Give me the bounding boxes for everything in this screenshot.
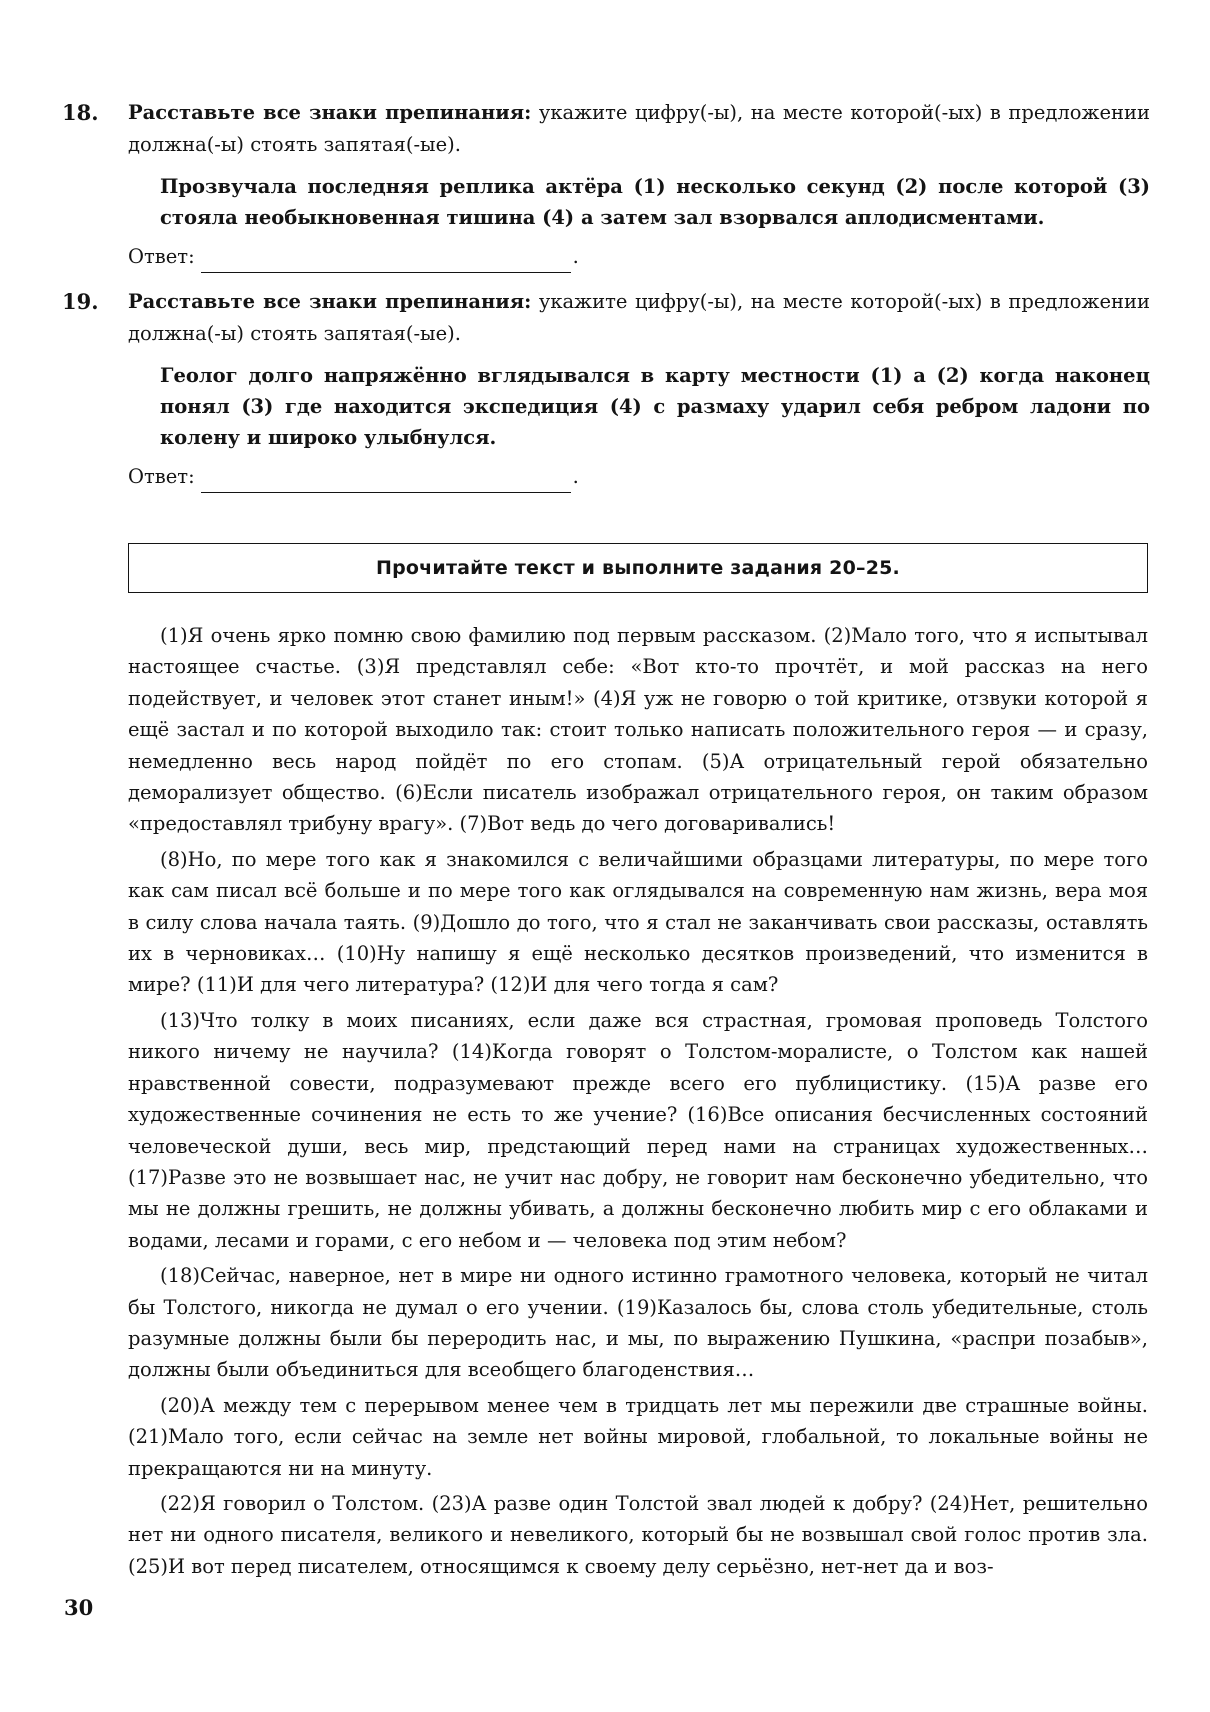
- task-number: 18.: [62, 100, 99, 125]
- banner-text: Прочитайте текст и выполните задания 20–25.: [376, 557, 900, 579]
- text-paragraph: (22)Я говорил о Толстом. (23)А разве один Толстой звал людей к добру? (24)Нет, решительно нет ни одного писателя, великого и невеликого, который бы не возвышал свой голос против зла. (25)И вот перед писателем, относящимся к своему делу серьёзно, нет-нет да и воз-: [128, 1491, 1148, 1578]
- text-paragraph: (20)А между тем с перерывом менее чем в тридцать лет мы пережили две страшные войны. (21)Мало того, если сейчас на земле нет войны мировой, глобальной, то локальные войны не прекращаются ни на минуту.: [128, 1393, 1148, 1480]
- instruction-banner: [128, 543, 1148, 593]
- task-number: 19.: [62, 289, 99, 314]
- answer-row: Ответ: .: [128, 241, 1150, 273]
- instruction-bold: Расставьте все знаки препинания:: [128, 101, 532, 124]
- task-18: [62, 97, 1150, 273]
- answer-row: Ответ: .: [128, 461, 1150, 493]
- task-sentence: Прозвучала последняя реплика актёра (1) несколько секунд (2) после которой (3) стояла необыкновенная тишина (4) а затем зал взорвался аплодисментами.: [160, 175, 1150, 229]
- instruction-text: укажите цифру(-ы), на месте которой(-ых) в предложении должна(-ы) стоять запятая(-ые).: [128, 290, 1150, 345]
- task-sentence: Геолог долго напряжённо вглядывался в карту местности (1) а (2) когда наконец понял (3) где находится экспедиция (4) с размаху ударил себя ребром ладони по колену и широко улыбнулся.: [160, 364, 1150, 449]
- page-number: 30: [64, 1595, 94, 1620]
- answer-field[interactable]: [201, 248, 571, 273]
- text-paragraph: (18)Сейчас, наверное, нет в мире ни одного истинно грамотного человека, который не читал бы Толстого, никогда не думал о его учении. (19)Казалось бы, слова столь убедительные, столь разумные должны были бы переродить нас, и мы, по выражению Пушкина, «распри позабыв», должны были объединиться для всеобщего благоденствия…: [128, 1264, 1148, 1382]
- text-paragraph: (8)Но, по мере того как я знакомился с величайшими образцами литературы, по мере того как сам писал всё больше и по мере того как оглядывался на современную нам жизнь, вера моя в силу слова начала таять. (9)Дошло до того, что я стал не заканчивать свои рассказы, оставлять их в черновиках… (10)Ну напишу я ещё несколько десятков произведений, что изменится в мире? (11)И для чего литература? (12)И для чего тогда я сам?: [128, 847, 1148, 997]
- answer-field[interactable]: [201, 468, 571, 493]
- reading-text: [128, 620, 1148, 1586]
- instruction-text: укажите цифру(-ы), на месте которой(-ых) в предложении должна(-ы) стоять запятая(-ые).: [128, 101, 1150, 156]
- answer-label: Ответ:: [128, 465, 195, 488]
- text-paragraph: (1)Я очень ярко помню свою фамилию под первым рассказом. (2)Мало того, что я испытывал настоящее счастье. (3)Я представлял себе: «Вот кто-то прочтёт, и мой рассказ на него подействует, и человек этот станет иным!» (4)Я уж не говорю о той критике, отзвуки которой я ещё застал и по которой выходило так: стоит только написать положительного героя — и сразу, немедленно весь народ пойдёт по его стопам. (5)А отрицательный герой обязательно деморализует общество. (6)Если писатель изображал отрицательного героя, он таким образом «предоставлял трибуну врагу». (7)Вот ведь до чего договаривались!: [128, 624, 1148, 836]
- task-instruction: [128, 286, 1150, 350]
- task-19: [62, 286, 1150, 493]
- text-paragraph: (13)Что толку в моих писаниях, если даже вся страстная, громовая проповедь Толстого никого ничему не научила? (14)Когда говорят о Толстом-моралисте, о Толстом как нашей нравственной совести, подразумевают прежде всего его публицистику. (15)А разве его художественные сочинения не есть то же учение? (16)Все описания бесчисленных состояний человеческой души, весь мир, предстающий перед нами на страницах художественных… (17)Разве это не возвышает нас, не учит нас добру, не говорит нам бесконечно убедительно, что мы не должны грешить, не должны убивать, а должны бесконечно любить мир с его облаками и водами, лесами и горами, с его небом и — человека под этим небом?: [128, 1008, 1148, 1252]
- task-instruction: [128, 97, 1150, 161]
- answer-label: Ответ:: [128, 245, 195, 268]
- instruction-bold: Расставьте все знаки препинания:: [128, 290, 532, 313]
